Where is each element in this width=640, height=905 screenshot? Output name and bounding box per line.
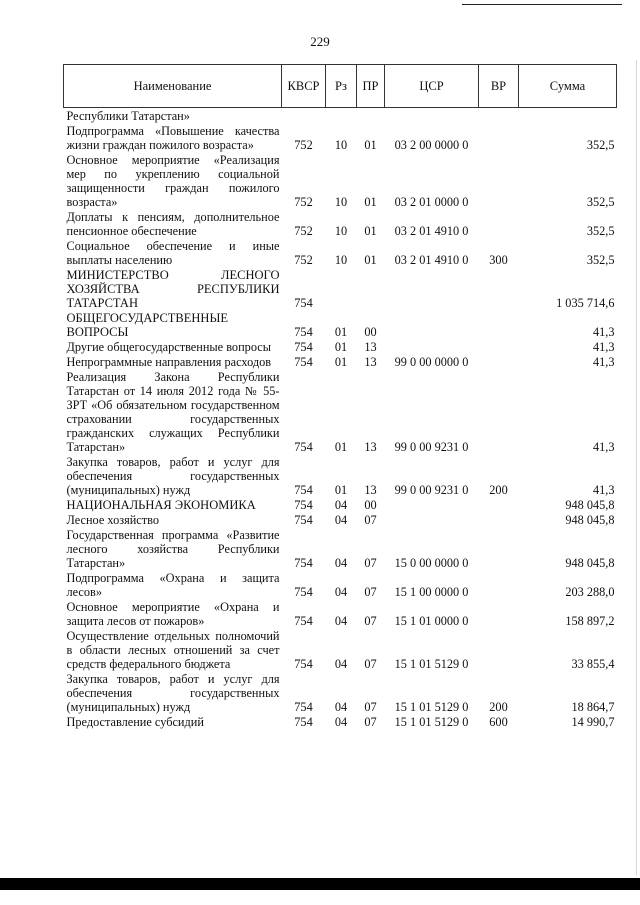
table-row [64, 123, 617, 152]
cell-name: МИНИСТЕРСТВО ЛЕСНОГО ХОЗЯЙСТВА РЕСПУБЛИКИ ТАТАРСТАН [66, 268, 280, 310]
table-row [64, 209, 617, 238]
cell-vr [479, 599, 519, 628]
cell-csr [385, 512, 479, 527]
column-header-kvsr: КВСР [282, 65, 326, 108]
cell-name: Закупка товаров, работ и услуг для обеспечения государственных (муниципальных) нужд [66, 455, 280, 497]
cell-pr: 07 [364, 614, 377, 628]
cell-pr: 01 [364, 138, 377, 152]
table-row [64, 497, 617, 512]
cell-sum: 1 035 714,6 [556, 296, 615, 310]
table-row [64, 570, 617, 599]
cell-kvsr: 754 [294, 498, 313, 512]
cell-name: Государственная программа «Развитие лесного хозяйства Республики Татарстан» [66, 528, 280, 570]
cell-vr: 200 [489, 483, 508, 497]
page-number: 229 [310, 34, 330, 49]
cell-rz: 04 [334, 614, 348, 628]
cell-name: Основное мероприятие «Реализация мер по укреплению социальной защищенности граждан пожилого возраста» [66, 153, 280, 209]
cell-sum: 41,3 [592, 325, 615, 339]
cell-pr: 07 [364, 556, 377, 570]
cell-pr: 13 [364, 340, 377, 354]
table-header [64, 65, 617, 108]
cell-pr [357, 267, 385, 310]
cell-vr [479, 310, 519, 339]
cell-name: Предоставление субсидий [66, 715, 204, 729]
cell-vr [479, 152, 519, 209]
cell-kvsr: 752 [294, 253, 313, 267]
cell-csr: 15 1 01 5129 0 [394, 700, 469, 714]
cell-vr [479, 570, 519, 599]
cell-vr [479, 512, 519, 527]
cell-vr [479, 108, 519, 124]
column-header-name: Наименование [64, 65, 282, 108]
column-header-rz: Рз [326, 65, 357, 108]
cell-kvsr: 754 [294, 296, 313, 310]
cell-sum: 203 288,0 [565, 585, 615, 599]
cell-kvsr: 754 [294, 715, 313, 729]
cell-rz [326, 267, 357, 310]
table-row [64, 238, 617, 267]
cell-rz: 04 [334, 556, 348, 570]
cell-vr [479, 339, 519, 354]
cell-vr [479, 354, 519, 369]
cell-csr: 15 0 00 0000 0 [394, 556, 469, 570]
cell-csr: 15 1 00 0000 0 [394, 585, 469, 599]
cell-pr: 07 [364, 585, 377, 599]
cell-pr: 07 [364, 657, 377, 671]
cell-name: ОБЩЕГОСУДАРСТВЕННЫЕ ВОПРОСЫ [66, 311, 228, 339]
scan-margin-line [636, 60, 637, 875]
cell-pr: 01 [364, 253, 377, 267]
cell-rz: 10 [334, 224, 348, 238]
cell-vr: 600 [489, 715, 508, 729]
cell-csr: 03 2 01 0000 0 [394, 195, 469, 209]
cell-csr: 99 0 00 9231 0 [394, 440, 469, 454]
cell-kvsr: 754 [294, 325, 313, 339]
cell-sum: 352,5 [586, 253, 615, 267]
cell-name: Осуществление отдельных полномочий в области лесных отношений за счет средств федерального бюджета [66, 629, 280, 671]
cell-sum: 18 864,7 [571, 700, 615, 714]
cell-sum: 41,3 [592, 340, 615, 354]
cell-kvsr: 754 [294, 440, 313, 454]
cell-rz: 01 [334, 483, 348, 497]
cell-name: Подпрограмма «Повышение качества жизни граждан пожилого возраста» [66, 124, 280, 152]
cell-name: Основное мероприятие «Охрана и защита лесов от пожаров» [66, 600, 280, 628]
cell-csr: 15 1 01 0000 0 [394, 614, 469, 628]
cell-pr: 07 [364, 715, 377, 729]
cell-vr [479, 527, 519, 570]
cell-sum: 41,3 [592, 355, 615, 369]
cell-csr [385, 108, 479, 124]
cell-name: Подпрограмма «Охрана и защита лесов» [66, 571, 280, 599]
cell-kvsr: 752 [294, 224, 313, 238]
table-row [64, 339, 617, 354]
cell-rz: 04 [334, 513, 348, 527]
cell-csr: 15 1 01 5129 0 [394, 715, 469, 729]
cell-sum: 948 045,8 [565, 498, 615, 512]
cell-rz: 01 [334, 440, 348, 454]
cell-kvsr: 752 [294, 195, 313, 209]
column-header-sum: Сумма [519, 65, 617, 108]
cell-pr: 13 [364, 483, 377, 497]
cell-name: Республики Татарстан» [66, 109, 190, 123]
cell-name: Социальное обеспечение и иные выплаты населению [66, 239, 280, 267]
cell-name: Закупка товаров, работ и услуг для обеспечения государственных (муниципальных) нужд [66, 672, 280, 714]
cell-csr: 03 2 00 0000 0 [394, 138, 469, 152]
cell-pr [357, 108, 385, 124]
cell-name: Реализация Закона Республики Татарстан от 14 июля 2012 года № 55-ЗРТ «Об обязательном государственном страховании государственных гражданских служащих Республики Татарстан» [66, 370, 280, 454]
cell-sum: 33 855,4 [571, 657, 615, 671]
cell-kvsr: 754 [294, 355, 313, 369]
cell-name: Непрограммные направления расходов [66, 355, 272, 369]
cell-sum: 41,3 [592, 483, 615, 497]
cell-pr: 07 [364, 700, 377, 714]
cell-vr [479, 209, 519, 238]
cell-pr: 01 [364, 224, 377, 238]
cell-kvsr [282, 108, 326, 124]
cell-name: Другие общегосударственные вопросы [66, 340, 271, 354]
table-body [64, 108, 617, 730]
cell-rz: 10 [334, 138, 348, 152]
cell-kvsr: 754 [294, 700, 313, 714]
table-row [64, 369, 617, 454]
cell-sum: 352,5 [586, 224, 615, 238]
cell-vr [479, 497, 519, 512]
cell-vr [479, 267, 519, 310]
cell-csr: 99 0 00 9231 0 [394, 483, 469, 497]
table-row [64, 714, 617, 729]
cell-vr: 200 [489, 700, 508, 714]
cell-sum: 41,3 [592, 440, 615, 454]
cell-vr [479, 628, 519, 671]
cell-name: Доплаты к пенсиям, дополнительное пенсионное обеспечение [66, 210, 280, 238]
table-row [64, 310, 617, 339]
cell-kvsr: 754 [294, 614, 313, 628]
cell-pr: 13 [364, 355, 377, 369]
cell-csr: 99 0 00 0000 0 [394, 355, 469, 369]
cell-sum: 948 045,8 [565, 556, 615, 570]
table-row [64, 152, 617, 209]
budget-table-wrapper [63, 64, 616, 729]
cell-pr: 07 [364, 513, 377, 527]
cell-vr [479, 369, 519, 454]
table-row [64, 267, 617, 310]
cell-kvsr: 754 [294, 556, 313, 570]
cell-pr: 00 [364, 498, 377, 512]
table-row [64, 527, 617, 570]
cell-pr: 13 [364, 440, 377, 454]
column-header-csr: ЦСР [385, 65, 479, 108]
cell-pr: 01 [364, 195, 377, 209]
cell-vr [479, 123, 519, 152]
cell-csr: 03 2 01 4910 0 [394, 224, 469, 238]
cell-kvsr: 754 [294, 585, 313, 599]
cell-kvsr: 754 [294, 657, 313, 671]
cell-csr [385, 339, 479, 354]
cell-kvsr: 754 [294, 513, 313, 527]
table-row [64, 454, 617, 497]
top-rule [462, 4, 622, 5]
cell-sum [519, 108, 617, 124]
cell-sum: 14 990,7 [571, 715, 615, 729]
table-row [64, 108, 617, 124]
cell-sum: 948 045,8 [565, 513, 615, 527]
cell-csr: 03 2 01 4910 0 [394, 253, 469, 267]
cell-pr: 00 [364, 325, 377, 339]
table-row [64, 599, 617, 628]
cell-csr [385, 497, 479, 512]
cell-sum: 352,5 [586, 138, 615, 152]
cell-rz: 10 [334, 195, 348, 209]
cell-kvsr: 754 [294, 483, 313, 497]
column-header-vr: ВР [479, 65, 519, 108]
cell-sum: 158 897,2 [565, 614, 615, 628]
cell-rz: 01 [334, 355, 348, 369]
cell-rz: 04 [334, 657, 348, 671]
cell-vr: 300 [489, 253, 508, 267]
cell-csr [385, 267, 479, 310]
cell-rz: 04 [334, 498, 348, 512]
table-row [64, 628, 617, 671]
cell-name: НАЦИОНАЛЬНАЯ ЭКОНОМИКА [66, 498, 256, 512]
cell-rz: 01 [334, 340, 348, 354]
cell-rz: 04 [334, 715, 348, 729]
table-row [64, 671, 617, 714]
cell-rz: 04 [334, 585, 348, 599]
table-row [64, 354, 617, 369]
cell-rz: 10 [334, 253, 348, 267]
cell-csr: 15 1 01 5129 0 [394, 657, 469, 671]
cell-rz: 01 [334, 325, 348, 339]
cell-rz: 04 [334, 700, 348, 714]
scan-bottom-edge [0, 878, 640, 890]
header-row [64, 65, 617, 108]
table-row [64, 512, 617, 527]
cell-name: Лесное хозяйство [66, 513, 160, 527]
column-header-pr: ПР [357, 65, 385, 108]
cell-rz [326, 108, 357, 124]
cell-kvsr: 752 [294, 138, 313, 152]
cell-sum: 352,5 [586, 195, 615, 209]
cell-csr [385, 310, 479, 339]
cell-kvsr: 754 [294, 340, 313, 354]
budget-table [63, 64, 617, 729]
